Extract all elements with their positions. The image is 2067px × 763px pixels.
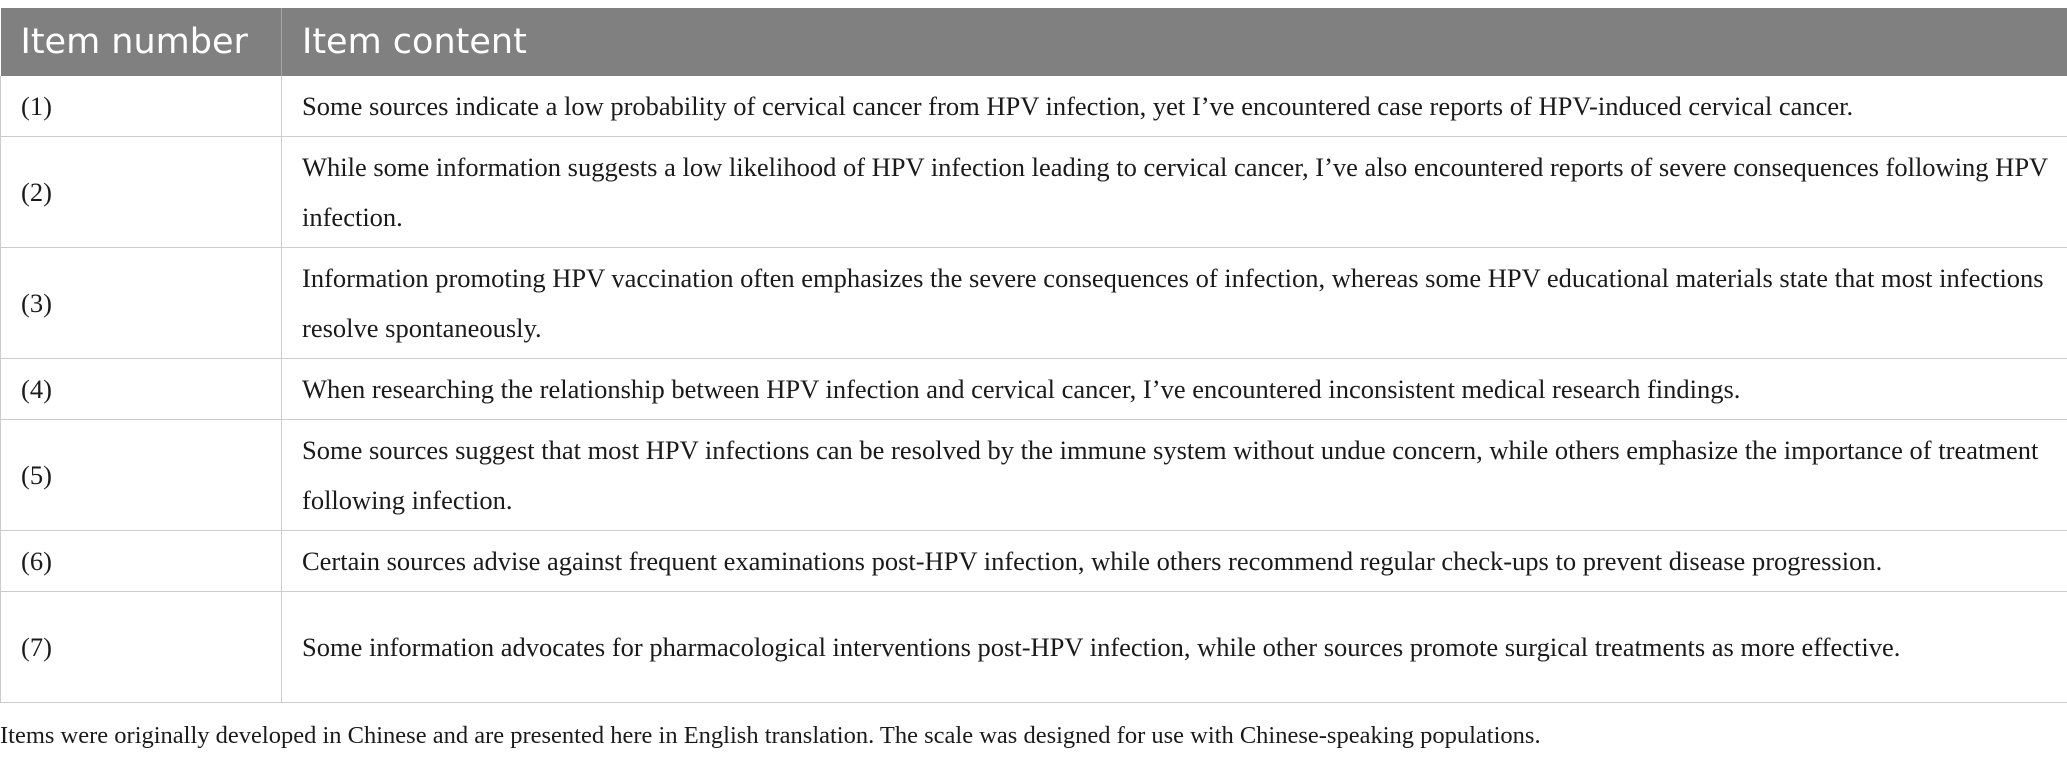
table-row: [1, 531, 2067, 592]
table-footnote: Items were originally developed in Chinese and are presented here in English translation. The scale was designed for use with Chinese-speaking populations.: [0, 722, 1541, 749]
items-table-container: [0, 8, 2067, 703]
items-table: [0, 8, 2067, 703]
table-header-row: [1, 8, 2067, 76]
table-row: [1, 420, 2067, 531]
table-row: [1, 592, 2067, 703]
item-number: (3): [1, 248, 282, 359]
item-content: When researching the relationship between HPV infection and cervical cancer, I’ve encountered inconsistent medical research findings.: [282, 359, 2067, 420]
item-number: (6): [1, 531, 282, 592]
item-content: Certain sources advise against frequent examinations post-HPV infection, while others recommend regular check-ups to prevent disease progression.: [282, 531, 2067, 592]
header-item-number: Item number: [1, 8, 282, 76]
item-number: (5): [1, 420, 282, 531]
item-number: (1): [1, 76, 282, 137]
item-number: (4): [1, 359, 282, 420]
table-row: [1, 359, 2067, 420]
item-number: (7): [1, 592, 282, 703]
item-content: While some information suggests a low likelihood of HPV infection leading to cervical cancer, I’ve also encountered reports of severe consequences following HPV infection.: [282, 137, 2067, 248]
table-row: [1, 248, 2067, 359]
table-row: [1, 76, 2067, 137]
header-item-content: Item content: [282, 8, 2067, 76]
table-row: [1, 137, 2067, 248]
item-number: (2): [1, 137, 282, 248]
item-content: Some information advocates for pharmacological interventions post-HPV infection, while other sources promote surgical treatments as more effective.: [282, 592, 2067, 703]
item-content: Information promoting HPV vaccination often emphasizes the severe consequences of infection, whereas some HPV educational materials state that most infections resolve spontaneously.: [282, 248, 2067, 359]
item-content: Some sources indicate a low probability of cervical cancer from HPV infection, yet I’ve encountered case reports of HPV-induced cervical cancer.: [282, 76, 2067, 137]
item-content: Some sources suggest that most HPV infections can be resolved by the immune system without undue concern, while others emphasize the importance of treatment following infection.: [282, 420, 2067, 531]
